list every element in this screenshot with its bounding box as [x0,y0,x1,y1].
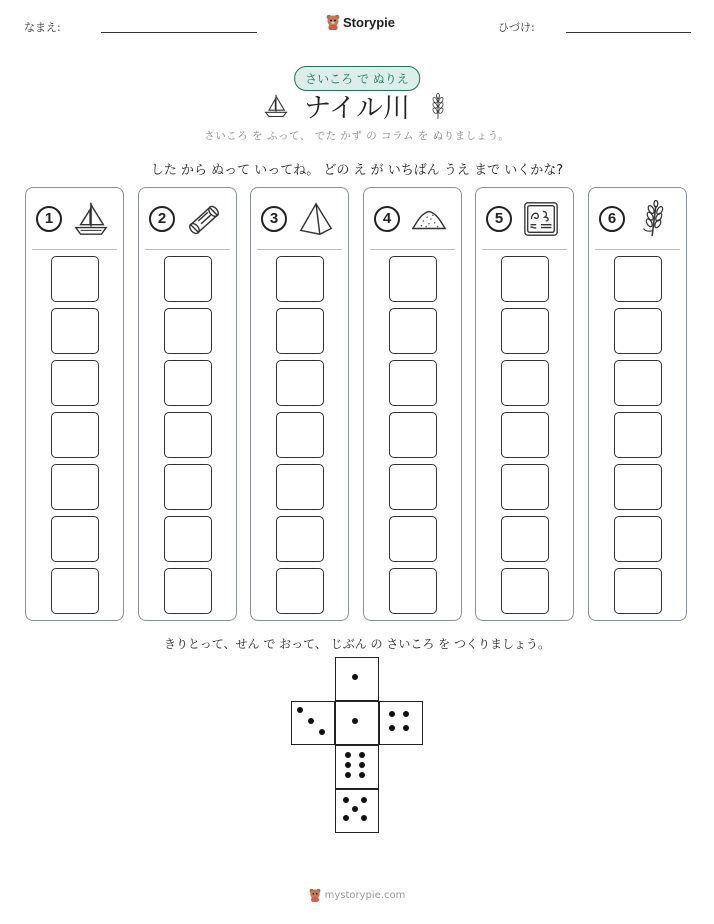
color-box[interactable] [276,516,324,562]
dice-instruction: きりとって、せん で おって、 じぶん の さいころ を つくりましょう。 [164,637,550,651]
name-label: なまえ: [24,21,61,34]
color-box[interactable] [389,412,437,458]
die-pip [389,711,395,717]
die-pip [389,725,395,731]
column-4 [363,187,462,621]
color-box[interactable] [51,360,99,406]
color-box[interactable] [276,256,324,302]
die-pip [361,797,367,803]
wheat-icon [635,200,673,238]
column-number: 1 [36,206,62,232]
color-box[interactable] [51,516,99,562]
color-box[interactable] [276,360,324,406]
color-box[interactable] [501,516,549,562]
color-box[interactable] [389,568,437,614]
die-face-3 [291,701,335,745]
column-number: 3 [261,206,287,232]
hieroglyph-tablet-icon [522,200,560,238]
color-box[interactable] [614,256,662,302]
date-label: ひづけ: [498,21,535,34]
color-box[interactable] [614,568,662,614]
die-pip [359,772,365,778]
column-5 [475,187,574,621]
die-pip [403,725,409,731]
color-box[interactable] [389,256,437,302]
die-pip [361,815,367,821]
color-box[interactable] [164,516,212,562]
die-pip [345,752,351,758]
die-face-6 [335,745,379,789]
die-pip [403,711,409,717]
die-pip [345,762,351,768]
color-box[interactable] [164,256,212,302]
die-pip [308,718,314,724]
column-6 [588,187,687,621]
column-3 [250,187,349,621]
brand-logo [326,14,395,30]
column-divider [595,249,680,250]
instruction: した から ぬって いってね。 どの え が いちばん うえ まで いくかな? [150,163,564,178]
footer-site[interactable]: mystorypie.com [324,889,406,901]
activity-badge: さいころ で ぬりえ [294,66,420,91]
color-box[interactable] [164,412,212,458]
die-pip [359,762,365,768]
color-box[interactable] [164,464,212,510]
column-header [589,198,686,244]
color-box[interactable] [51,464,99,510]
die-pip [343,815,349,821]
color-box[interactable] [501,568,549,614]
color-box[interactable] [164,360,212,406]
column-divider [32,249,117,250]
color-box[interactable] [51,412,99,458]
color-box[interactable] [51,256,99,302]
color-box[interactable] [51,308,99,354]
scroll-icon [185,200,223,238]
column-2 [138,187,237,621]
page-title: ナイル川 [303,93,411,124]
color-box[interactable] [501,464,549,510]
die-pip [352,674,358,680]
color-box[interactable] [501,412,549,458]
die-face-4 [379,701,423,745]
bear-mascot-icon [309,888,321,902]
column-header [364,198,461,244]
color-box[interactable] [389,308,437,354]
color-box[interactable] [164,308,212,354]
column-divider [370,249,455,250]
brand-name: Storypie [343,14,396,30]
color-box[interactable] [276,568,324,614]
column-number: 5 [486,206,512,232]
die-face-1 [335,657,379,701]
color-box[interactable] [501,360,549,406]
color-box[interactable] [614,308,662,354]
column-header [251,198,348,244]
column-header [139,198,236,244]
column-header [476,198,573,244]
bear-mascot-icon [326,14,340,30]
column-number: 4 [374,206,400,232]
title-wheat-icon [426,92,450,120]
column-1 [25,187,124,621]
name-line [101,32,257,33]
die-pip [359,752,365,758]
die-pip [319,729,325,735]
footer [0,888,714,902]
color-box[interactable] [389,516,437,562]
die-pip [345,772,351,778]
color-box[interactable] [276,412,324,458]
pyramid-icon [297,200,335,238]
column-divider [482,249,567,250]
color-box[interactable] [501,256,549,302]
sand-pile-icon [410,200,448,238]
color-box[interactable] [501,308,549,354]
die-face-1 [335,701,379,745]
die-pip [352,718,358,724]
column-divider [257,249,342,250]
color-box[interactable] [389,464,437,510]
color-box[interactable] [51,568,99,614]
die-face-5 [335,789,379,833]
subtitle: さいころ を ふって、 でた かず の コラム を ぬりましょう。 [204,130,510,142]
sailboat-icon [72,200,110,238]
color-box[interactable] [614,360,662,406]
die-pip [352,806,358,812]
column-divider [145,249,230,250]
color-box[interactable] [164,568,212,614]
column-number: 2 [149,206,175,232]
color-box[interactable] [389,360,437,406]
color-box[interactable] [276,464,324,510]
die-pip [297,707,303,713]
color-box[interactable] [614,516,662,562]
color-box[interactable] [276,308,324,354]
color-box[interactable] [614,464,662,510]
date-line [566,32,691,33]
color-box[interactable] [614,412,662,458]
column-header [26,198,123,244]
die-pip [343,797,349,803]
column-number: 6 [599,206,625,232]
